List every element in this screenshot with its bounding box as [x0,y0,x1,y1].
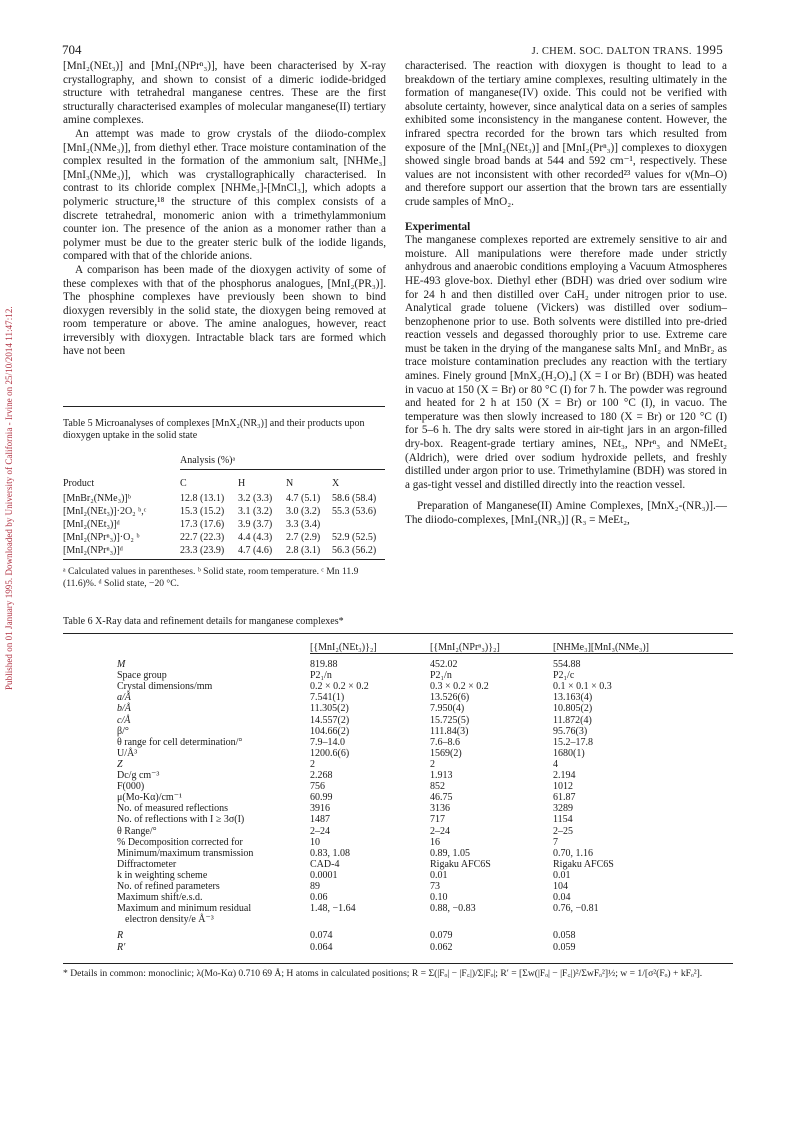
table6-cell: 15.725(5) [430,714,470,726]
table5-analysis-header: Analysis (%)ᵃ [180,455,236,466]
table6-cell: 1680(1) [553,747,585,759]
table6-cell: 2–24 [310,825,330,837]
table6-row-label: Z [117,758,123,770]
table6-row-label: Space group [117,670,167,682]
table5-cell: 3.0 (3.2) [286,506,321,517]
table5-cell: [MnI₂(NPrⁿ₃)]ᵈ [63,545,123,556]
table6-cell: P2₁/n [430,670,452,682]
table6-cell: 2–25 [553,825,573,837]
table6-bottom-rule [63,963,733,964]
table6-cell: 1487 [310,814,330,826]
table6-cell: P2₁/n [310,670,332,682]
table6-cell: 0.064 [310,941,333,953]
table6-cell: 14.557(2) [310,714,350,726]
table5-cell: 4.7 (5.1) [286,493,321,504]
table6-cell: 1.913 [430,770,453,781]
table5-cell: [MnI₂(NPrⁿ₃)]·O₂ ᵇ [63,532,140,543]
table6-cell: 1569(2) [430,747,462,759]
table6-cell: 0.76, −0.81 [553,903,599,915]
table6-cell: 11.305(2) [310,703,349,715]
table6-cell: 1012 [553,781,573,793]
table6-row-label: b/Å [117,703,131,715]
table5-cell: 55.3 (53.6) [332,506,377,517]
table6-cell: 1154 [553,814,573,826]
table6-cell: 7.6–8.6 [430,736,460,748]
journal-year: 1995 [695,42,723,57]
table6-cell: 104 [553,881,568,892]
table6-cell: 73 [430,881,440,892]
table6-cell: CAD-4 [310,858,340,870]
table6-cell: 0.06 [310,892,328,904]
table5-cell: 22.7 (22.3) [180,532,225,543]
journal-header [532,42,723,58]
table6-header-rule [310,653,733,654]
table6-cell: 0.04 [553,892,571,904]
table6-cell: 46.75 [430,792,453,804]
table5-cell: 52.9 (52.5) [332,532,377,543]
table6-cell: 13.163(4) [553,692,593,704]
table6-cell: 717 [430,814,445,826]
table5-cell: [MnI₂(NEt₃)]ᵈ [63,519,120,530]
table6-row-label: Dc/g cm⁻³ [117,770,160,781]
table6-cell: 852 [430,781,445,793]
table6-cell: 3916 [310,803,330,815]
table6-row-label: c/Å [117,714,131,726]
table5-cell: 58.6 (58.4) [332,493,377,504]
table6-cell: 11.872(4) [553,714,592,726]
table6-cell: P2₁/c [553,670,575,682]
table6-cell: 2.194 [553,770,576,781]
table6-cell: 60.99 [310,792,333,804]
table6-cell: 0.01 [553,869,571,881]
table5-cell: 3.3 (3.4) [286,519,321,530]
table6-cell: 452.02 [430,659,458,670]
table6-cell: 13.526(6) [430,692,470,704]
left-paragraph-3: A comparison has been made of the dioxygen activity of some of these complexes with that of the phosphorus analogues, [MnI₂(PR₃)]. The phosphine complexes have previously been shown to bind dioxygen reversibly in the solid state, the dioxygen being removed at room temperature or above. The amine analogues, however, react irreversibly with dioxygen. Intractable black tars are formed which have not been [63,263,386,358]
table6-cell: 7.541(1) [310,692,345,704]
table6-cell: 89 [310,881,320,892]
table6-row-label: Diffractometer [117,858,177,870]
table6-row-label: F(000) [117,781,145,793]
table5-cell: 3.2 (3.3) [238,493,273,504]
right-paragraph-3: Preparation of Manganese(II) Amine Complexes, [MnX₂-(NR₃)].—The diiodo-complexes, [MnI₂(NR₃)] (R₃ = MeEt₂, [405,500,727,526]
table6-cell: 1200.6(6) [310,747,350,759]
table5-top-rule [63,406,385,407]
table5-cell: [MnI₂(NEt₃)]·2O₂ ᵇ,ᶜ [63,506,147,517]
right-column [405,60,727,528]
table6-cell: 16 [430,836,440,848]
table5-sub-rule [180,469,385,470]
table6-cell: 4 [553,758,558,770]
table6-cell: 3136 [430,803,450,815]
table5-header-cell: C [180,478,187,489]
table6-cell: 104.66(2) [310,725,350,737]
table5-cell: 23.3 (23.9) [180,545,225,556]
table6-row-label: β/° [117,725,129,737]
table6-cell: 15.2–17.8 [553,736,593,748]
table6-cell: 0.079 [430,930,453,942]
table6-cell: 0.3 × 0.2 × 0.2 [430,681,489,693]
table6-cell: 10 [310,836,320,848]
table6-cell: 0.074 [310,930,333,942]
table6-cell: 819.88 [310,659,338,670]
table6-cell: 0.01 [430,869,448,881]
journal-name: J. CHEM. SOC. DALTON TRANS. [531,46,692,57]
table5-caption: Table 5 Microanalyses of complexes [MnX₂(NR₃)] and their products upon dioxygen uptake in the solid state [63,418,365,441]
table6-cell: 111.84(3) [430,725,469,737]
table6-column-header: [{MnI₂(NEt₃)}₂] [310,642,377,653]
table5-cell: 3.9 (3.7) [238,519,273,530]
table6-cell: 0.059 [553,941,576,953]
table6-cell: 0.2 × 0.2 × 0.2 [310,681,369,693]
table6-row-label: k in weighting scheme [117,869,208,881]
right-paragraph-1: characterised. The reaction with dioxygen is thought to lead to a breakdown of the tertiary amine complexes, resulting ultimately in the formation of manganese(IV) oxide. This could not be verified with absolute certainty, however, since analytical data on a series of samples exhibited some inconsistency in the manganese content. However, the infrared spectra recorded for the brown tars which resulted from exposure of the [MnI₂(NEt₃)] and [MnI₂(Prⁿ₃)] complexes to dioxygen showed single broad bands at 544 and 592 cm⁻¹, respectively. These values are not inconsistent with other recorded²³ values for ν(Mn–O) and therefore support our assertion that the brown tars are essentially crude samples of MnO₂. [405,60,727,208]
table6-cell: 2 [310,758,315,770]
table6-cell: 2.268 [310,770,333,781]
table6-cell: 7.950(4) [430,703,465,715]
page-number: 704 [62,42,82,57]
table6-cell: Rigaku AFC6S [430,858,491,870]
table5-bottom-rule [63,559,385,560]
table5-cell: 2.8 (3.1) [286,545,321,556]
left-column [63,60,386,359]
table6-cell: 756 [310,781,325,793]
table6-caption: Table 6 X-Ray data and refinement details for manganese complexes* [63,616,344,627]
table6-row-label: R′ [117,941,126,953]
table6-row-label: No. of refined parameters [117,881,220,892]
table5-cell: 2.7 (2.9) [286,532,321,543]
table6-row-label: Maximum and minimum residual [117,903,252,915]
table6-cell: 1.48, −1.64 [310,903,356,915]
table6-cell: 554.88 [553,659,581,670]
table6-cell: 0.10 [430,892,448,904]
table6-column-header: [NHMe₃][MnI₃(NMe₃)] [553,642,649,653]
table6-cell: 10.805(2) [553,703,593,715]
table5-header-cell: Product [63,478,95,489]
table6-cell: 0.89, 1.05 [430,847,470,859]
download-notice-text: Published on 01 January 1995. Downloaded by University of California - Irvine on 25/10/2014 11:47:12. [4,306,14,690]
section-heading-experimental: Experimental [405,220,471,233]
table6-row-label: No. of measured reflections [117,803,229,815]
download-notice [4,70,18,690]
left-paragraph-1: [MnI₂(NEt₃)] and [MnI₂(NPrⁿ₃)], have been characterised by X-ray crystallography, and shown to consist of a dimeric iodide-bridged structure with tetrahedral manganese centres. These are the first structurally characterised examples of molecular manganese(II) tertiary amine complexes. [63,60,386,127]
left-paragraph-2: An attempt was made to grow crystals of the diiodo-complex [MnI₂(NMe₃)], from diethyl ether. Trace moisture contamination of the complex resulted in the formation of the ammonium salt, [NHMe₃][MnI₃(NMe₃)], which was crystallographically characterised. In contrast to its chloride complex [NHMe₃]-[MnCl₃], which adopts a polymeric structure,¹⁸ the structure of this complex consists of a discrete tetrahedral, monomeric anion with a trimethylammonium counter ion. The presence of the anion as a monomer rather than a polymer must be due to the greater steric bulk of the iodide ligands, compared with that of the chloride anions. [63,127,386,263]
table6-row-label: No. of reflections with I ≥ 3σ(I) [117,814,245,826]
table6-cell: 2–24 [430,825,450,837]
table6-row-label: μ(Mo-Kα)/cm⁻¹ [117,792,182,804]
table6-cell: 0.70, 1.16 [553,847,593,859]
right-paragraph-2: The manganese complexes reported are extremely sensitive to air and moisture. All manipulations were therefore made under strictly anhydrous and anaerobic conditions employing a Vacuum Atmospheres HE-493 glove-box. Diethyl ether (BDH) was dried over sodium wire for 24 h and then distilled over CaH₂ under nitrogen prior to use. Analytical grade toluene (Vickers) was distilled over sodium–benzophenone prior to use. Both solvents were distilled into pre-dried reaction vessels and degassed thoroughly prior to use. Extreme care must be taken in the drying of the manganese salts MnI₂ and MnBr₂ as trace moisture contamination precludes any reaction with the tertiary amines. Finely ground [MnX₂(H₂O)₄] (X = I or Br) (BDH) was heated in vacuo at 150 (X = Br) or 80 °C (I) for 7 h. The powder was reground and heated for 2 h at 150 (X = Br) or 100 °C (I), in vacuo. The temperature was then slowly increased to 180 (X = Br) or 120 °C (I) for 5–6 h. The dry salts were stored in air-tight jars in an argon-filled dry-box. Reagent-grade tertiary amines, NEt₃, NPrⁿ₃ and NMeEt₂ (Aldrich), were dried over sodium hydroxide pellets, and freshly distilled under argon prior to use. Trimethylamine (BDH) was stored in a gas-tight vessel and distilled directly into the reaction vessel. [405,234,727,491]
table6-row-label: θ range for cell determination/° [117,736,243,748]
table6-cell: Rigaku AFC6S [553,858,614,870]
table6-row-label: Maximum shift/e.s.d. [117,892,203,904]
table5-header-cell: N [286,478,294,489]
table6-cell: 2 [430,758,435,770]
table6-cell: 7.9–14.0 [310,736,345,748]
table6-cell: 0.062 [430,941,453,953]
table5-cell: 15.3 (15.2) [180,506,225,517]
table6-row-label: a/Å [117,692,131,704]
table6-cell: 3289 [553,803,573,815]
table6-row-label: M [117,659,126,670]
table6-row-label: θ Range/° [117,825,157,837]
table5-cell: 4.4 (4.3) [238,532,273,543]
table6-cell: 0.0001 [310,869,338,881]
table6-cell: 61.87 [553,792,576,804]
table5-header-cell: H [238,478,246,489]
table5-cell: 12.8 (13.1) [180,493,225,504]
table6-cell: 95.76(3) [553,725,588,737]
table6-cell: 7 [553,836,558,848]
table6-column-header: [{MnI₂(NPrⁿ₃)}₂] [430,642,500,653]
table5-cell: 3.1 (3.2) [238,506,273,517]
table6-cell: 0.83, 1.08 [310,847,350,859]
table6-row-label: Crystal dimensions/mm [117,681,213,693]
table6-cell: 0.1 × 0.1 × 0.3 [553,681,612,693]
table6-row-label: U/Å³ [117,747,138,759]
table6-cell: 0.88, −0.83 [430,903,476,915]
table6-row-label: Minimum/maximum transmission [117,847,254,859]
table6-row-label: R [117,930,124,942]
table5-cell: 56.3 (56.2) [332,545,377,556]
table5-cell: 4.7 (4.6) [238,545,273,556]
table6-top-rule [63,633,733,634]
table5-cell: [MnBr₂(NMe₃)]ᵇ [63,493,131,504]
table6-footnote: * Details in common: monoclinic; λ(Mo-Kα) 0.710 69 Å; H atoms in calculated positions; R = Σ(|Fₒ| − |F꜀|)/Σ|Fₒ|; R′ = [Σw(|Fₒ| − |F꜀|)²/ΣwFₒ²]½; w = 1/[σ²(Fₒ) + kFₒ²]. [63,968,703,979]
table5-cell: 17.3 (17.6) [180,519,225,530]
table5-header-cell: X [332,478,340,489]
table6-row-label: electron density/e Å⁻³ [125,914,214,926]
table5-footnote: ᵃ Calculated values in parentheses. ᵇ Solid state, room temperature. ᶜ Mn 11.9 (11.6)%. ᵈ Solid state, −20 °C. [63,566,359,589]
table6-cell: 0.058 [553,930,576,942]
table6-row-label: % Decomposition corrected for [117,836,243,848]
